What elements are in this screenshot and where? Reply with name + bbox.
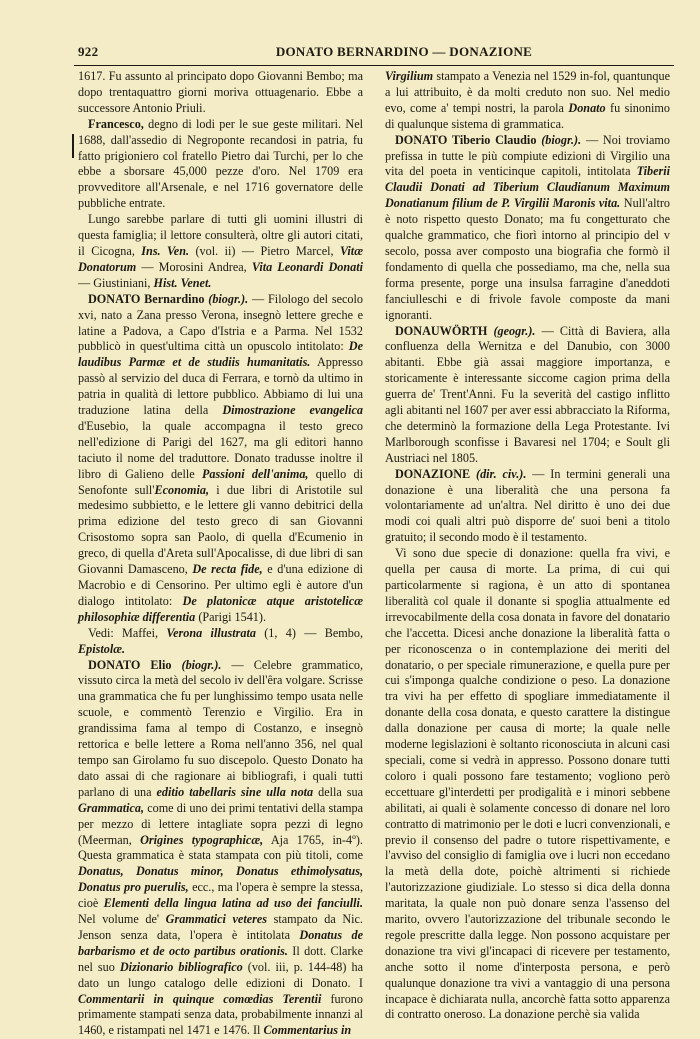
paragraph-virgilium: Virgilium stampato a Venezia nel 1529 in-fol, quantunque a lui attribuito, è da molti creduto non suo. Nel medio evo, come a' tempi nostri, la parola Donato fu sinonimo di qualunque sistema di grammatica. — [385, 69, 670, 131]
paragraph: 1617. Fu assunto al principato dopo Giovanni Bembo; ma dopo trentaquattro giorni moriva ottuagenario. Ebbe a successore Antonio Priuli. — [78, 69, 363, 115]
paragraph-references: Lungo sarebbe parlare di tutti gli uomini illustri di questa famiglia; il lettore consulterà, oltre gli autori citati, il Cicogna, Ins. Ven. (vol. ii) — Pietro Marcel, Vitæ Donatorum — Morosini Andrea, Vita Leonardi Donati — Giustiniani, Hist. Venet. — [78, 212, 364, 290]
paragraph-francesco: Francesco, degno di lodi per le sue geste militari. Nel 1688, dall'assedio di Negroponte recandosi in patria, fu fatto prigioniero col fratello Pietro dai Turchi, per lo che ebbe a sborsare 45,000 pezze d'oro. Nel 1709 era provveditore all'Arsenale, e nel 1716 governatore delle pubbliche entrate. — [78, 116, 363, 211]
paragraph-vedi: Vedi: Maffei, Verona illustrata (1, 4) — Bembo, Epistolæ. — [78, 625, 363, 656]
header-rule — [74, 65, 674, 66]
running-title: DONATO BERNARDINO — DONAZIONE — [275, 44, 533, 59]
entry-donato-tiberio-claudio: DONATO Tiberio Claudio (biogr.). — Noi troviamo prefissa in tutte le più compiute edizioni di Virgilio una vita del poeta in venticinque capitoli, intitolata Tiberii Claudii Donati ad Tiberium Claudianum Maximum Donatianum filium de P. Virgilii Maronis vita. Null'altro è noto rispetto questo Donato; ma fu congetturato che qualche grammatico, che fiorì intorno al principio del v secolo, possa aver composto una biografia che formò il fondamento di quella che possediamo, ma che, nella sua forma presente, porge una insulsa farragine d'aneddoti fanciulleschi e di frivole favole composte da mani ignoranti. — [385, 132, 671, 322]
page-number: 922 — [78, 44, 99, 59]
entry-donato-elio: DONATO Elio (biogr.). — Celebre grammatico, vissuto circa la metà del secolo iv dell'êra volgare. Scrisse una grammatica che fu per lunghissimo tempo usata nelle scuole, e commentò Terenzio e Virgilio. Era in grandissima fama al tempo di Costanzo, e insegnò rettorica e belle lettere a Roma nell'anno 356, nel qual tempo san Girolamo fu suo discepolo. Questo Donato ha dato assai di che ragionare ai bibliografi, i quali tutti parlano di una editio tabellaris sine ulla nota della sua Grammatica, come di uno dei primi tentativi della stampa per mezzo di lettere intagliate sopra pezzi di legno (Meerman, Origines typographicæ, Aja 1765, in-4º). Questa grammatica è stata stampata con più titoli, come Donatus, Donatus minor, Donatus ethimolysatus, Donatus pro puerulis, ecc., ma l'opera è sempre la stessa, cioè Elementi della lingua latina ad uso dei fanciulli. Nel volume de' Grammatici veteres stampato da Nic. Jenson senza data, l'opera è intitolata Donatus de barbarismo et de octo partibus orationis. Il dott. Clarke nel suo Dizionario bibliografico (vol. iii, p. 144-48) ha dato un lungo catalogo delle edizioni di Donato. I Commentarii in quinque comœdias Terentii furono primamente stampati senza data, probabilmente innanzi al 1460, e ristampati nel 1471 e 1476. Il Commentarius in — [78, 657, 364, 1038]
page-header — [74, 44, 674, 66]
entry-donauworth: DONAUWÖRTH (geogr.). — Città di Baviera, alla confluenza della Wernitza e del Danubio, con 3000 abitanti. Ebbe già assai maggiore importanza, e storicamente è interessante siccome cagion prima della guerra de' Trent'Anni. Fu la severità del castigo inflitto agli abitanti nel 1607 per aver essi abbracciato la Riforma, che determinò la formazione della Lega Protestante. Ivi Marlborough sconfisse i Bavaresi nel 1704; e Soult gli Austriaci nel 1805. — [385, 323, 671, 465]
left-column — [78, 69, 363, 1039]
margin-mark — [72, 134, 74, 158]
entry-donazione: DONAZIONE (dir. civ.). — In termini generali una donazione è una liberalità che una persona fa volontariamente ad un'altra. Nel diritto è uno dei due modi coi quali altri può disporre de' suoi beni a titolo gratuito; il secondo modo è il testamento. — [385, 466, 671, 545]
paragraph-donazione-species: Vi sono due specie di donazione: quella fra vivi, e quella per causa di morte. La prima, di cui qui particolarmente si ragiona, è un atto di spontanea liberalità col quale il donante si spoglia attualmente ed irrevocabilmente della cosa donata in favore del donatario che l'accetta. Dicesi anche donazione la liberalità fatta o per riconoscenza o in contemplazione dei meriti del donatario, o per speciale rimunerazione, e quella pure per cui s'imponga qualche condizione o peso. La donazione tra vivi ha per effetto di spogliare immediatamente il donante della cosa donata, e questo carattere la distingue dalla donazione per causa di morte; la quale nelle moderne legislazioni è soltanto riconosciuta in alcuni casi speciali, come si vedrà in appresso. Possono donare tutti coloro i quali possono fare testamento; vogliono però eccettuare gl'interdetti per prodigalità e i minori sebbene abilitati, ai quali è solamente concesso di donare nel loro contratto di matrimonio per le doti e lucri convenzionali, e previo il consenso del padre o tutore rispettivamente, e l'avviso del consiglio di famiglia ove i lucri non eccedano la metà della dote, poichè altrimenti si richiede l'autorizzazione giudiziale. Lo stesso si dica della donna maritata, la quale non può donare senza l'assenso del marito, ovvero l'autorizzazione del tribunale secondo le regole prescritte dalla legge. Non possono acquistare per donazione tra vivi gl'incapaci di ricevere per testamento, anche sotto il nome d'interposta persona, e però qualunque donazione tra vivi a vantaggio di una persona incapace è dichiarata nulla, ancorchè fatta sotto apparenza di contratto oneroso. La donazione perchè sia valida — [385, 546, 670, 1022]
right-column — [385, 69, 670, 1023]
entry-donato-bernardino: DONATO Bernardino (biogr.). — Filologo del secolo xvi, nato a Zana presso Verona, insegnò lettere greche e latine a Padova, a Capo d'Istria e a Parma. Nel 1532 pubblicò in quest'ultima città un opuscolo intitolato: De laudibus Parmæ et de studiis humanitatis. Appresso passò al servizio del duca di Ferrara, e tornò da ultimo in patria in qualità di lettore pubblico. Abbiamo di lui una traduzione latina della Dimostrazione evangelica d'Eusebio, la quale accompagna il testo greco nell'edizione di Parigi del 1627, ma gli editori hanno taciuto il nome del traduttore. Donato tradusse inoltre il libro di Galieno delle Passioni dell'anima, quello di Senofonte sull'Economia, i due libri di Aristotile sul medesimo subbietto, e le lettere gli vanno debitrici della prima edizione del testo greco di san Giovanni Crisostomo sopra san Paolo, di quella d'Ecumenio in greco, di quella d'Areta sull'Apocalisse, di due libri di san Giovanni Damasceno, De recta fide, e d'una edizione di Macrobio e di Censorino. Per ultimo egli è autore d'un dialogo intitolato: De platonicæ atque aristotelicæ philosophiæ differentia (Parigi 1541). — [78, 291, 364, 624]
